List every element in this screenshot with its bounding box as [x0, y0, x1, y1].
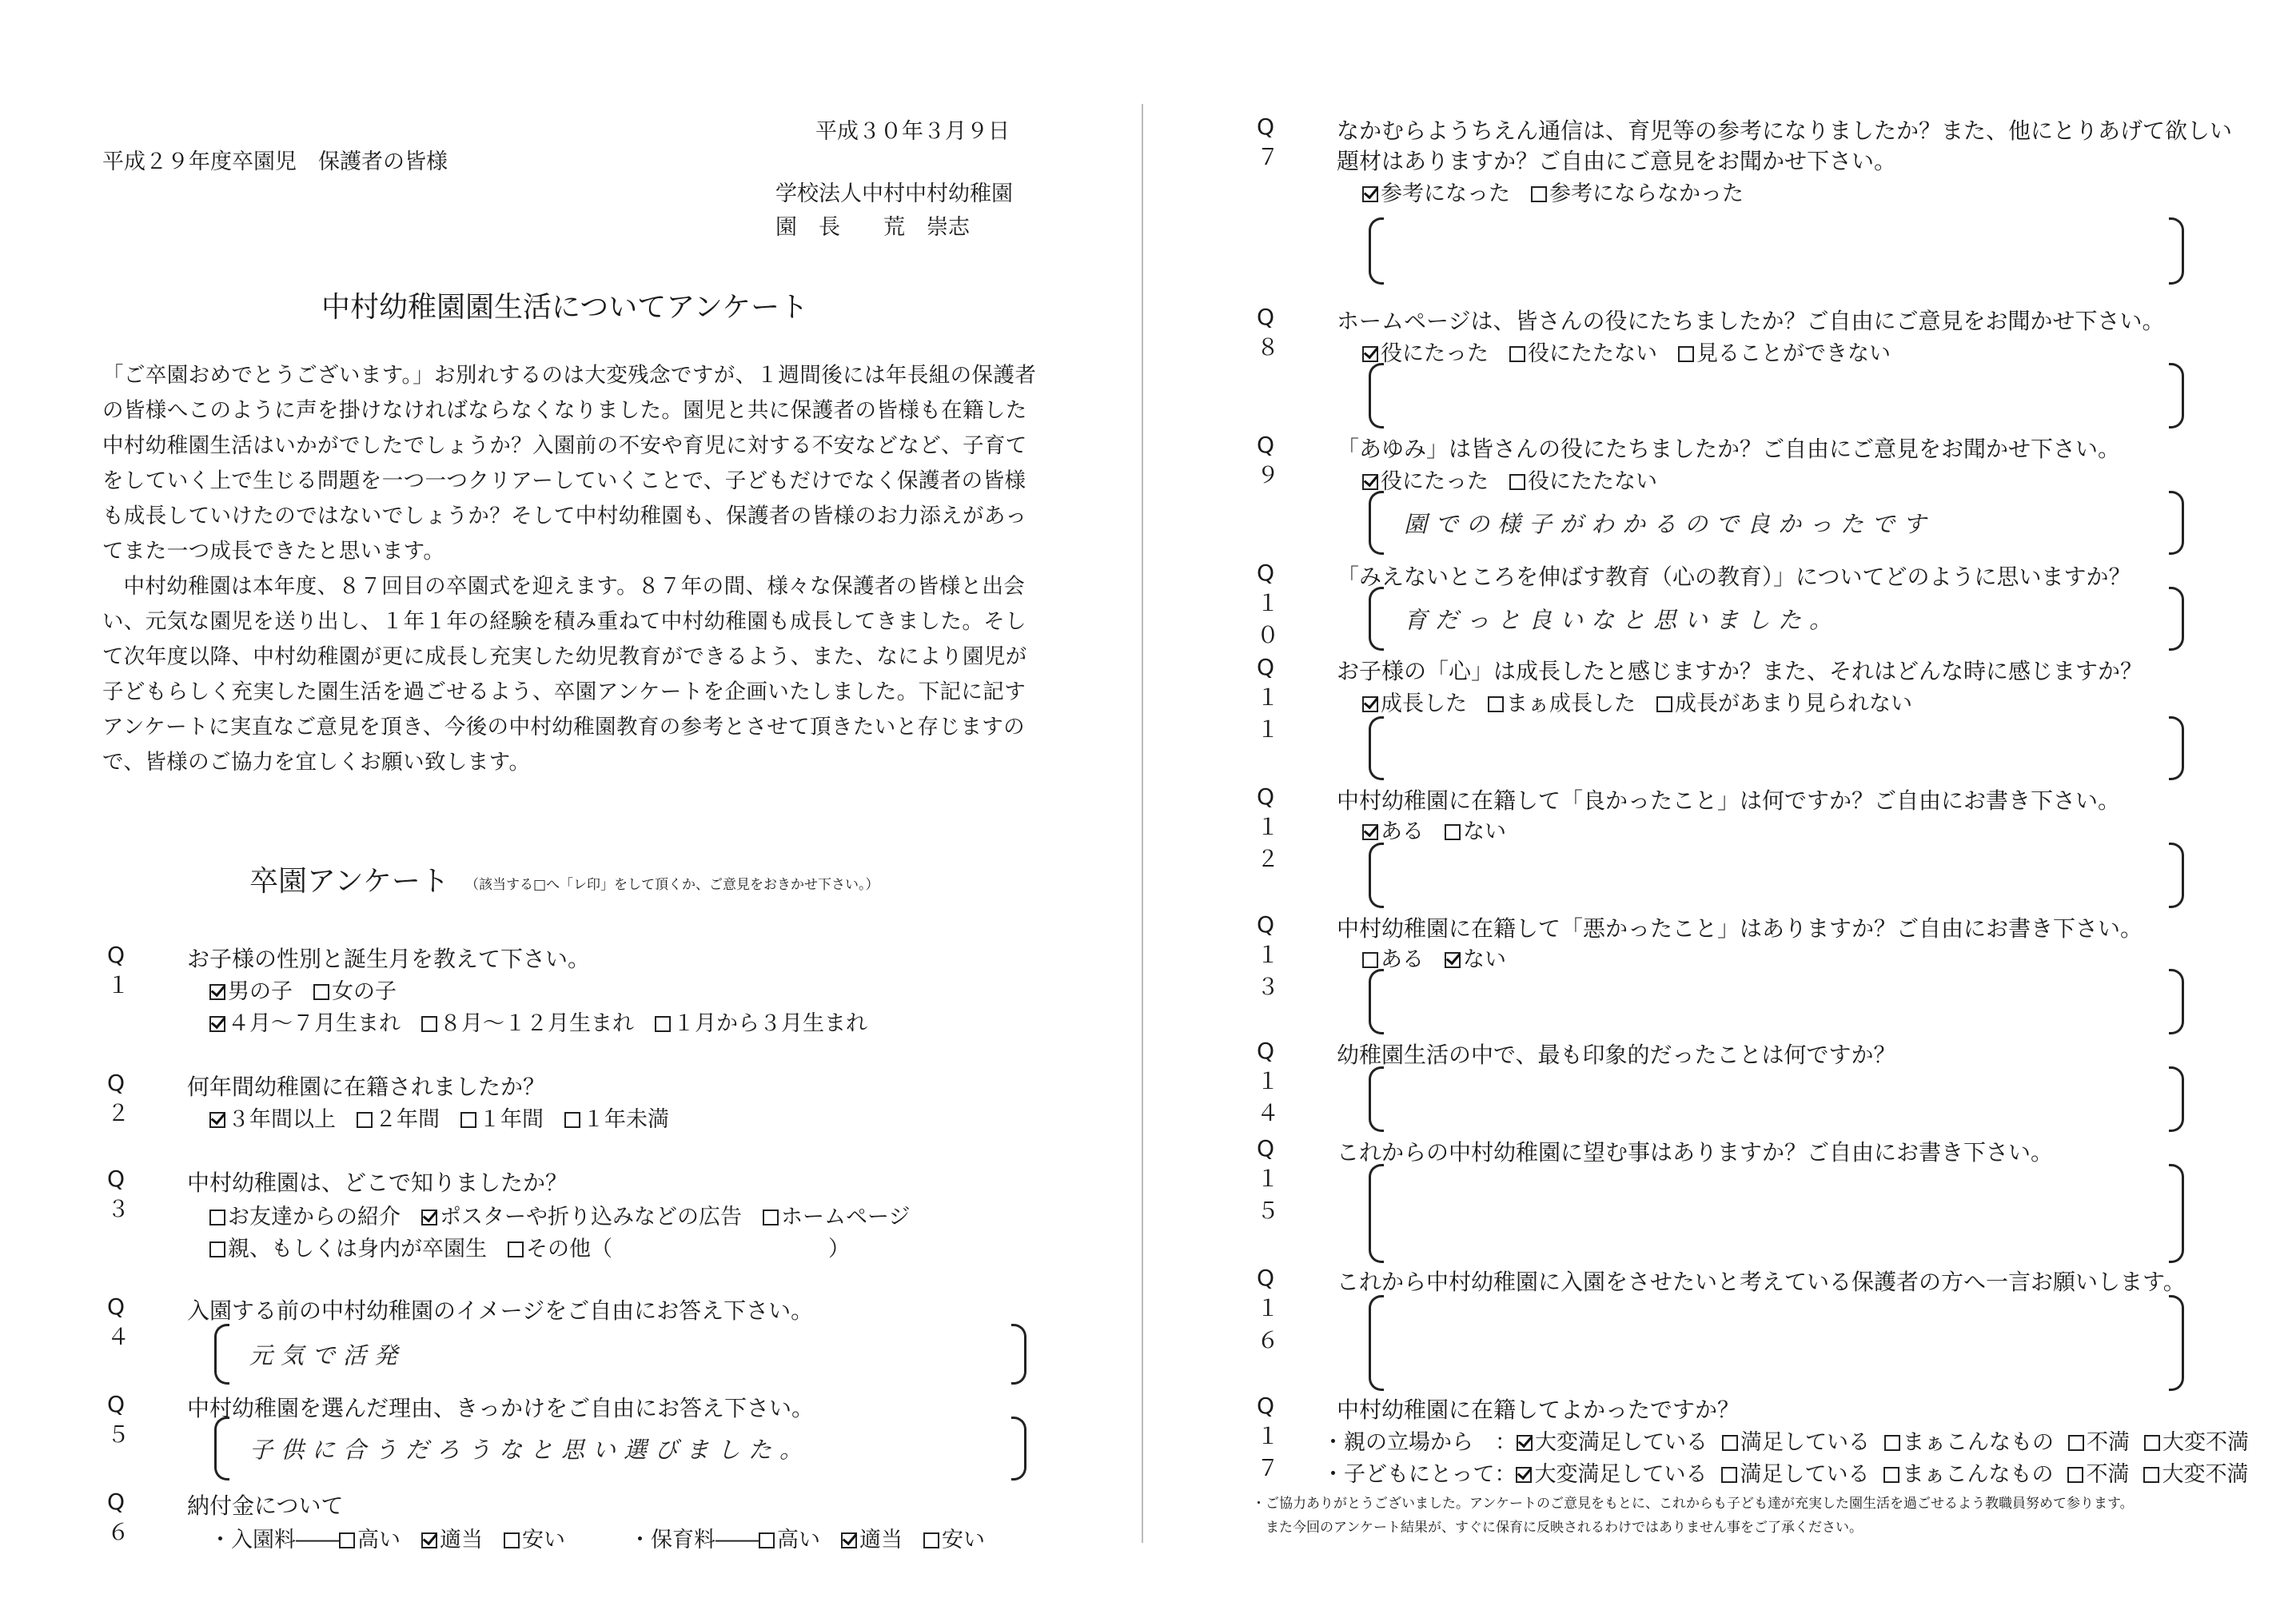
question-text-line1: なかむらようちえん通信は、育児等の参考になりましたか？また、他にとりあげて欲しい	[1337, 118, 2233, 144]
checkbox[interactable]	[923, 1532, 939, 1548]
option-3-years[interactable]: ３年間以上	[209, 1102, 336, 1133]
question-number: Q８	[1257, 304, 1285, 361]
intro-text	[102, 358, 1038, 780]
checkbox[interactable]	[2144, 1435, 2160, 1451]
childcare-fee-label: ・保育料――	[629, 1528, 759, 1552]
q4-answer-field[interactable]	[214, 1324, 1026, 1385]
checkbox[interactable]	[759, 1532, 775, 1548]
q5-answer-field[interactable]	[214, 1417, 1026, 1481]
question-text: 入園する前の中村幼稚園のイメージをご自由にお答え下さい。	[187, 1297, 814, 1324]
question-text: これからの中村幼稚園に望む事はありますか？ご自由にお書き下さい。	[1337, 1139, 2054, 1166]
checkbox[interactable]	[655, 1016, 671, 1032]
q15-answer-field[interactable]	[1369, 1164, 2184, 1263]
question-number: Q１４	[1257, 1038, 1285, 1126]
question-number: Q３	[107, 1166, 135, 1222]
q14-answer-field[interactable]	[1369, 1066, 2184, 1132]
intro-paragraph-1: 「ご卒園おめでとうございます。」お別れするのは大変残念ですが、１週間後には年長組の保護者の皆様へこのように声を掛けなければならなくなりました。園児と共に保護者の皆様も在籍した中村幼稚園生活はいかがでしたでしょうか？入園前の不安や育児に対する不安などなど、子育てをしていく上で生じる問題を一つ一つクリアーしていくことで、子どもだけでなく保護者の皆様も成長していけたのではないでしょうか？そして中村幼稚園も、保護者の皆様のお力添えがあってまた一つ成長できたと思います。	[102, 363, 1037, 564]
checkbox[interactable]	[1362, 346, 1378, 362]
question-number: Q４	[107, 1293, 135, 1350]
checkbox[interactable]	[1721, 1467, 1737, 1483]
option-2-years[interactable]: ２年間	[357, 1102, 440, 1133]
option-homepage[interactable]: ホームページ	[763, 1199, 910, 1230]
checkbox[interactable]	[564, 1112, 580, 1128]
parent-dissatisfied[interactable]: 不満	[2068, 1425, 2130, 1456]
checkbox[interactable]	[209, 1016, 225, 1032]
option-useful[interactable]: 役にたった	[1362, 336, 1489, 367]
survey-title: 卒園アンケート	[249, 865, 449, 898]
q8-answer-field[interactable]	[1369, 363, 2184, 428]
checkbox[interactable]	[1488, 696, 1504, 712]
checkbox[interactable]	[313, 984, 329, 1000]
checkbox[interactable]	[1445, 824, 1461, 840]
childcare-fee-appropriate[interactable]: 適当	[841, 1522, 903, 1553]
q17-child-options	[1322, 1457, 2248, 1488]
q9-answer-field[interactable]	[1369, 491, 2184, 555]
question-text: 納付金について	[187, 1492, 344, 1519]
entrance-fee-label: ・入園料――	[209, 1528, 339, 1552]
entrance-fee-low[interactable]: 安い	[504, 1522, 565, 1553]
principal-name: 園 長 荒 崇志	[775, 215, 970, 240]
question-number: Q１５	[1257, 1135, 1285, 1224]
q17-parent-options	[1322, 1425, 2249, 1456]
child-dissatisfied[interactable]: 不満	[2067, 1457, 2129, 1488]
checkbox[interactable]	[1362, 474, 1378, 490]
checkbox[interactable]	[357, 1112, 373, 1128]
handwritten-answer: 育だっと良いなと思いました。	[1404, 606, 1841, 634]
child-very-dissatisfied[interactable]: 大変不満	[2143, 1457, 2248, 1488]
checkbox[interactable]	[339, 1532, 355, 1548]
right-page	[1148, 0, 2296, 1618]
option-somewhat-grew[interactable]: まぁ成長した	[1488, 686, 1636, 717]
question-text: お子様の性別と誕生月を教えて下さい。	[187, 946, 591, 972]
question-text: 幼稚園生活の中で、最も印象的だったことは何ですか？	[1337, 1042, 1896, 1068]
option-cannot-view[interactable]: 見ることができない	[1678, 336, 1891, 367]
question-number: Q１３	[1257, 911, 1285, 1000]
checkbox[interactable]	[1445, 952, 1461, 968]
checkbox[interactable]	[1509, 474, 1525, 490]
q13-answer-field[interactable]	[1369, 969, 2184, 1034]
option-poster[interactable]: ポスターや折り込みなどの広告	[421, 1199, 742, 1230]
option-apr-jul[interactable]: ４月～７月生まれ	[209, 1006, 401, 1037]
checkbox[interactable]	[1531, 186, 1547, 202]
checkbox[interactable]	[421, 1210, 437, 1225]
question-text: 中村幼稚園に在籍して「悪かったこと」はありますか？ご自由にお書き下さい。	[1337, 915, 2143, 942]
parent-very-dissatisfied[interactable]: 大変不満	[2144, 1425, 2249, 1456]
option-not-helpful[interactable]: 参考にならなかった	[1531, 176, 1744, 207]
option-girl[interactable]: 女の子	[313, 974, 397, 1005]
question-text: 「あゆみ」は皆さんの役にたちましたか？ご自由にご意見をお聞かせ下さい。	[1337, 436, 2121, 462]
child-very-satisfied[interactable]: 大変満足している	[1516, 1457, 1707, 1488]
parent-very-satisfied[interactable]: 大変満足している	[1517, 1425, 1708, 1456]
option-yes[interactable]: ある	[1362, 814, 1424, 845]
checkbox[interactable]	[504, 1532, 520, 1548]
question-number: Q１	[107, 942, 135, 998]
footnote-thanks: ・ご協力ありがとうございました。アンケートのご意見をもとに、これからも子ども達が充実した園生活を過ごせるよう教職員努めて参ります。	[1252, 1496, 2134, 1512]
q7-options	[1362, 176, 1764, 207]
checkbox[interactable]	[2067, 1467, 2083, 1483]
question-number: Q６	[107, 1488, 135, 1545]
option-family-alumni[interactable]: 親、もしくは身内が卒園生	[209, 1231, 487, 1262]
question-number: Q２	[107, 1070, 135, 1126]
checkbox[interactable]	[1362, 952, 1378, 968]
checkbox[interactable]	[763, 1210, 779, 1225]
question-text: 中村幼稚園に在籍して「良かったこと」は何ですか？ご自由にお書き下さい。	[1337, 787, 2121, 814]
q10-answer-field[interactable]	[1369, 587, 2184, 651]
footnote-disclaimer: また今回のアンケート結果が、すぐに保育に反映されるわけではありません事をご了承ください。	[1252, 1520, 1863, 1536]
childcare-fee-high[interactable]: 高い	[759, 1522, 820, 1553]
survey-instruction: （該当する□へ「レ印」をして頂くか、ご意見をおきかせ下さい。）	[465, 877, 879, 893]
question-number: Q１７	[1257, 1393, 1285, 1481]
option-not-useful[interactable]: 役にたたない	[1509, 336, 1657, 367]
question-text: これから中村幼稚園に入園をさせたいと考えている保護者の方へ一言お願いします。	[1337, 1269, 2186, 1295]
school-name: 学校法人中村中村幼稚園	[775, 181, 1013, 206]
question-text: 「みえないところを伸ばす教育（心の教育）」についてどのように思いますか？	[1337, 564, 2131, 590]
q3-options-row1	[209, 1199, 931, 1230]
checkbox[interactable]	[1517, 1435, 1533, 1451]
checkbox[interactable]	[460, 1112, 476, 1128]
question-number: Q９	[1257, 432, 1285, 488]
option-yes[interactable]: ある	[1362, 942, 1424, 973]
checkbox[interactable]	[421, 1532, 437, 1548]
question-7-text-line2: 題材はありますか？ご自由にご意見をお聞かせ下さい。	[1337, 148, 1897, 174]
option-1-year[interactable]: １年間	[460, 1102, 544, 1133]
option-under-1-year[interactable]: １年未満	[564, 1102, 669, 1133]
checkbox[interactable]	[1883, 1467, 1899, 1483]
q16-answer-field[interactable]	[1369, 1295, 2184, 1391]
question-number: Q１２	[1257, 783, 1285, 872]
question-number: Q１０	[1257, 560, 1285, 648]
checkbox[interactable]	[2068, 1435, 2084, 1451]
child-so-so[interactable]: まぁこんなもの	[1883, 1457, 2053, 1488]
parent-satisfied[interactable]: 満足している	[1722, 1425, 1870, 1456]
child-satisfied[interactable]: 満足している	[1721, 1457, 1869, 1488]
entrance-fee-appropriate[interactable]: 適当	[421, 1522, 483, 1553]
option-other[interactable]: その他（ ）	[508, 1231, 850, 1262]
addressee: 平成２９年度卒園児 保護者の皆様	[102, 149, 448, 174]
question-number: Q１６	[1257, 1265, 1285, 1353]
question-text: 中村幼稚園に在籍してよかったですか？	[1337, 1397, 1740, 1423]
question-number: Q５	[107, 1391, 135, 1448]
parent-perspective-label: ・親の立場から ：	[1322, 1430, 1517, 1455]
q12-options	[1362, 814, 1527, 845]
question-text: 中村幼稚園は、どこで知りましたか？	[187, 1170, 568, 1196]
question-number: Q７	[1257, 114, 1285, 170]
option-aug-dec[interactable]: ８月～１２月生まれ	[421, 1006, 634, 1037]
option-no[interactable]: ない	[1445, 814, 1506, 845]
checkbox[interactable]	[1656, 696, 1672, 712]
checkbox[interactable]	[841, 1532, 857, 1548]
document-date: 平成３０年３月９日	[815, 119, 1010, 144]
checkbox[interactable]	[1678, 346, 1694, 362]
q6-fee-options	[209, 1522, 1006, 1553]
q11-answer-field[interactable]	[1369, 716, 2184, 780]
q1-gender-options	[209, 974, 417, 1005]
intro-paragraph-2: 中村幼稚園は本年度、８７回目の卒園式を迎えます。８７年の間、様々な保護者の皆様と出会い、元気な園児を送り出し、１年１年の経験を積み重ねて中村幼稚園も成長してきました。そして次年度以降、中村幼稚園が更に成長し充実した幼児教育ができるよう、また、なにより園児が子どもらしく充実した園生活を過ごせるよう、卒園アンケートを企画いたしました。下記に記すアンケートに実直なご意見を頂き、今後の中村幼稚園教育の参考とさせて頂きたいと存じますので、皆様のご協力を宜しくお願い致します。	[102, 574, 1027, 775]
option-not-useful[interactable]: 役にたたない	[1509, 464, 1657, 495]
checkbox[interactable]	[1884, 1435, 1900, 1451]
checkbox[interactable]	[1362, 824, 1378, 840]
q7-answer-field[interactable]	[1369, 217, 2184, 285]
option-friend[interactable]: お友達からの紹介	[209, 1199, 401, 1230]
checkbox[interactable]	[421, 1016, 437, 1032]
checkbox[interactable]	[1509, 346, 1525, 362]
checkbox[interactable]	[209, 1241, 225, 1257]
question-number: Q１１	[1257, 654, 1285, 743]
childcare-fee-low[interactable]: 安い	[923, 1522, 985, 1553]
question-text: お子様の「心」は成長したと感じますか？また、それはどんな時に感じますか？	[1337, 658, 2143, 684]
checkbox[interactable]	[1362, 696, 1378, 712]
child-perspective-label: ・子どもにとって：	[1322, 1462, 1517, 1487]
question-text: 何年間幼稚園に在籍されましたか？	[187, 1074, 546, 1100]
page-fold-line	[1142, 104, 1143, 1543]
checkbox[interactable]	[209, 1210, 225, 1225]
checkbox[interactable]	[1722, 1435, 1738, 1451]
q11-options	[1362, 686, 1933, 717]
q12-answer-field[interactable]	[1369, 843, 2184, 908]
option-grew[interactable]: 成長した	[1362, 686, 1467, 717]
option-no[interactable]: ない	[1445, 942, 1506, 973]
option-boy[interactable]: 男の子	[209, 974, 293, 1005]
parent-so-so[interactable]: まぁこんなもの	[1884, 1425, 2054, 1456]
handwritten-answer: 子供に合うだろうなと思い選びました。	[249, 1436, 811, 1464]
checkbox[interactable]	[209, 1112, 225, 1128]
option-helpful[interactable]: 参考になった	[1362, 176, 1510, 207]
option-little-growth[interactable]: 成長があまり見られない	[1656, 686, 1912, 717]
q2-options	[209, 1102, 690, 1133]
entrance-fee-high[interactable]: 高い	[339, 1522, 401, 1553]
checkbox[interactable]	[508, 1241, 524, 1257]
checkbox[interactable]	[2143, 1467, 2159, 1483]
question-text: ホームページは、皆さんの役にたちましたか？ご自由にご意見をお聞かせ下さい。	[1337, 308, 2165, 334]
handwritten-answer: 園での様子がわかるので良かったです	[1404, 510, 1935, 538]
document-title: 中村幼稚園園生活についてアンケート	[321, 291, 809, 324]
handwritten-answer: 元気で活発	[249, 1341, 406, 1369]
option-useful[interactable]: 役にたった	[1362, 464, 1489, 495]
checkbox[interactable]	[1516, 1467, 1532, 1483]
q3-options-row2	[209, 1231, 871, 1262]
option-jan-mar[interactable]: １月から３月生まれ	[655, 1006, 867, 1037]
checkbox[interactable]	[209, 984, 225, 1000]
q1-birth-month-options	[209, 1006, 888, 1037]
question-text: 中村幼稚園を選んだ理由、きっかけをご自由にお答え下さい。	[187, 1395, 815, 1421]
checkbox[interactable]	[1362, 186, 1378, 202]
